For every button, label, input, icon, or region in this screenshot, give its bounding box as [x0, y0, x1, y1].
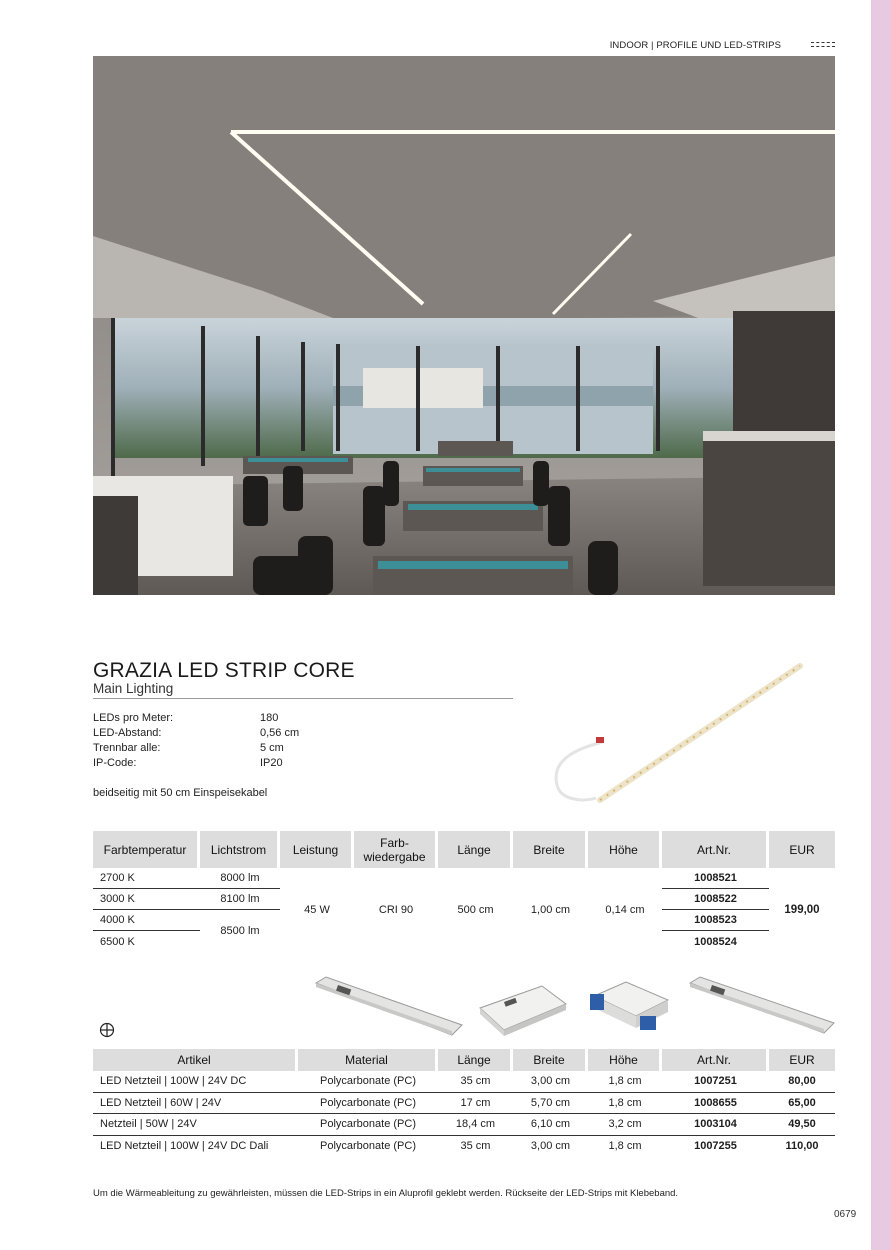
table-cell-lumen: 8500 lm [220, 925, 260, 937]
table-cell-height: 0,14 cm [605, 904, 645, 916]
product-title: GRAZIA LED STRIP CORE [93, 659, 355, 682]
table-cell: LED Netzteil | 60W | 24V [93, 1093, 298, 1115]
table-cell: 35 cm [460, 1140, 491, 1153]
table-cell-price: 199,00 [784, 904, 820, 916]
table-cell-art-nr: 1008522 [662, 889, 769, 910]
hero-photo-restaurant [93, 56, 835, 595]
column-header: Art.Nr. [662, 1049, 769, 1071]
table-cell-kelvin: 3000 K [93, 889, 200, 910]
table-cell: Polycarbonate (PC) [298, 1093, 438, 1115]
power-supply-image-60w [476, 980, 568, 1045]
table-row [93, 1071, 835, 1093]
table-cell: Netzteil | 50W | 24V [93, 1114, 298, 1136]
column-header: Breite [513, 831, 588, 868]
table-row [93, 1136, 835, 1158]
spec-value: IP20 [260, 757, 283, 769]
table-cell: 35 cm [438, 1071, 513, 1093]
table-cell: 5,70 cm [513, 1093, 588, 1115]
table-cell: 3,00 cm [530, 1140, 571, 1153]
spec-value: 5 cm [260, 742, 284, 754]
column-header: Farbtemperatur [93, 831, 200, 868]
page-number: 0679 [834, 1209, 857, 1220]
table-cell: LED Netzteil | 100W | 24V DC Dali [100, 1140, 269, 1153]
column-header: Breite [513, 1049, 588, 1071]
table-cell: 1007255 [694, 1140, 737, 1153]
cable-note: beidseitig mit 50 cm Einspeisekabel [93, 787, 268, 799]
table-cell-kelvin: 2700 K [93, 868, 200, 889]
spec-label: LEDs pro Meter: [93, 712, 174, 724]
table-row [93, 1093, 835, 1115]
table-cell-art-nr: 1008523 [662, 910, 769, 931]
table-cell-kelvin: 6500 K [100, 935, 135, 948]
column-header: EUR [769, 1049, 835, 1071]
led-strip-product-image [548, 660, 808, 810]
column-header: Farb- wiedergabe [354, 831, 438, 868]
table-cell: 80,00 [769, 1071, 835, 1093]
side-color-stripe [871, 0, 891, 1250]
table-cell: 110,00 [785, 1140, 819, 1153]
table-cell-power: 45 W [304, 904, 330, 916]
table-cell-lumen: 8100 lm [200, 889, 280, 910]
column-header: Material [298, 1049, 438, 1071]
table-cell: Polycarbonate (PC) [298, 1114, 438, 1136]
table-cell: 1,8 cm [588, 1093, 662, 1115]
table-cell-length: 500 cm [457, 904, 494, 916]
table-cell: LED Netzteil | 100W | 24V DC [93, 1071, 298, 1093]
power-supply-image-100w-dali [686, 975, 836, 1042]
spec-value: 0,56 cm [260, 727, 300, 739]
table-cell: 6,10 cm [513, 1114, 588, 1136]
title-divider [93, 698, 513, 699]
spec-label: IP-Code: [93, 757, 137, 769]
table-cell: 18,4 cm [438, 1114, 513, 1136]
table-row [93, 1114, 835, 1136]
product-subtitle: Main Lighting [93, 681, 174, 696]
spec-label: Trennbar alle: [93, 742, 161, 754]
column-header: Lichtstrom [200, 831, 280, 868]
table-cell: 3,00 cm [513, 1071, 588, 1093]
header-decoration-mark [811, 42, 835, 47]
table-cell-art-nr: 1008521 [662, 868, 769, 889]
column-header: Artikel [93, 1049, 298, 1071]
power-supply-image-50w [588, 978, 672, 1039]
power-supply-image-100w [312, 975, 464, 1044]
column-header: Höhe [588, 1049, 662, 1071]
table-cell: 1007251 [662, 1071, 769, 1093]
table-cell: 1,8 cm [588, 1071, 662, 1093]
spec-value: 180 [260, 712, 279, 724]
column-header: Leistung [280, 831, 354, 868]
footnote: Um die Wärmeableitung zu gewährleisten, müssen die LED-Strips in ein Aluprofil geklebt werden. Rückseite der LED-Strips mit Klebeband. [93, 1188, 679, 1199]
column-header: Länge [438, 831, 513, 868]
column-header: Höhe [588, 831, 662, 868]
section-header-label: INDOOR | PROFILE UND LED-STRIPS [609, 40, 781, 51]
table-cell-lumen: 8000 lm [200, 868, 280, 889]
table-cell: 3,2 cm [588, 1114, 662, 1136]
table-cell-width: 1,00 cm [530, 904, 571, 916]
column-header: Art.Nr. [662, 831, 769, 868]
led-strip-spec-table [93, 831, 835, 952]
spec-label: LED-Abstand: [93, 727, 162, 739]
table-cell-cri: CRI 90 [378, 904, 414, 916]
column-header: EUR [769, 831, 835, 868]
table-cell: Polycarbonate (PC) [320, 1140, 416, 1153]
table-cell: 1,8 cm [608, 1140, 642, 1153]
table-cell: Polycarbonate (PC) [298, 1071, 438, 1093]
power-supply-table [93, 1049, 835, 1157]
column-header: Länge [438, 1049, 513, 1071]
table-cell-art-nr: 1008524 [694, 935, 737, 948]
table-cell-kelvin: 4000 K [93, 910, 200, 931]
table-cell: 65,00 [769, 1093, 835, 1115]
table-cell: 1003104 [662, 1114, 769, 1136]
table-cell: 17 cm [438, 1093, 513, 1115]
table-cell: 1008655 [662, 1093, 769, 1115]
accessory-plus-icon [99, 1022, 115, 1038]
table-cell: 49,50 [769, 1114, 835, 1136]
